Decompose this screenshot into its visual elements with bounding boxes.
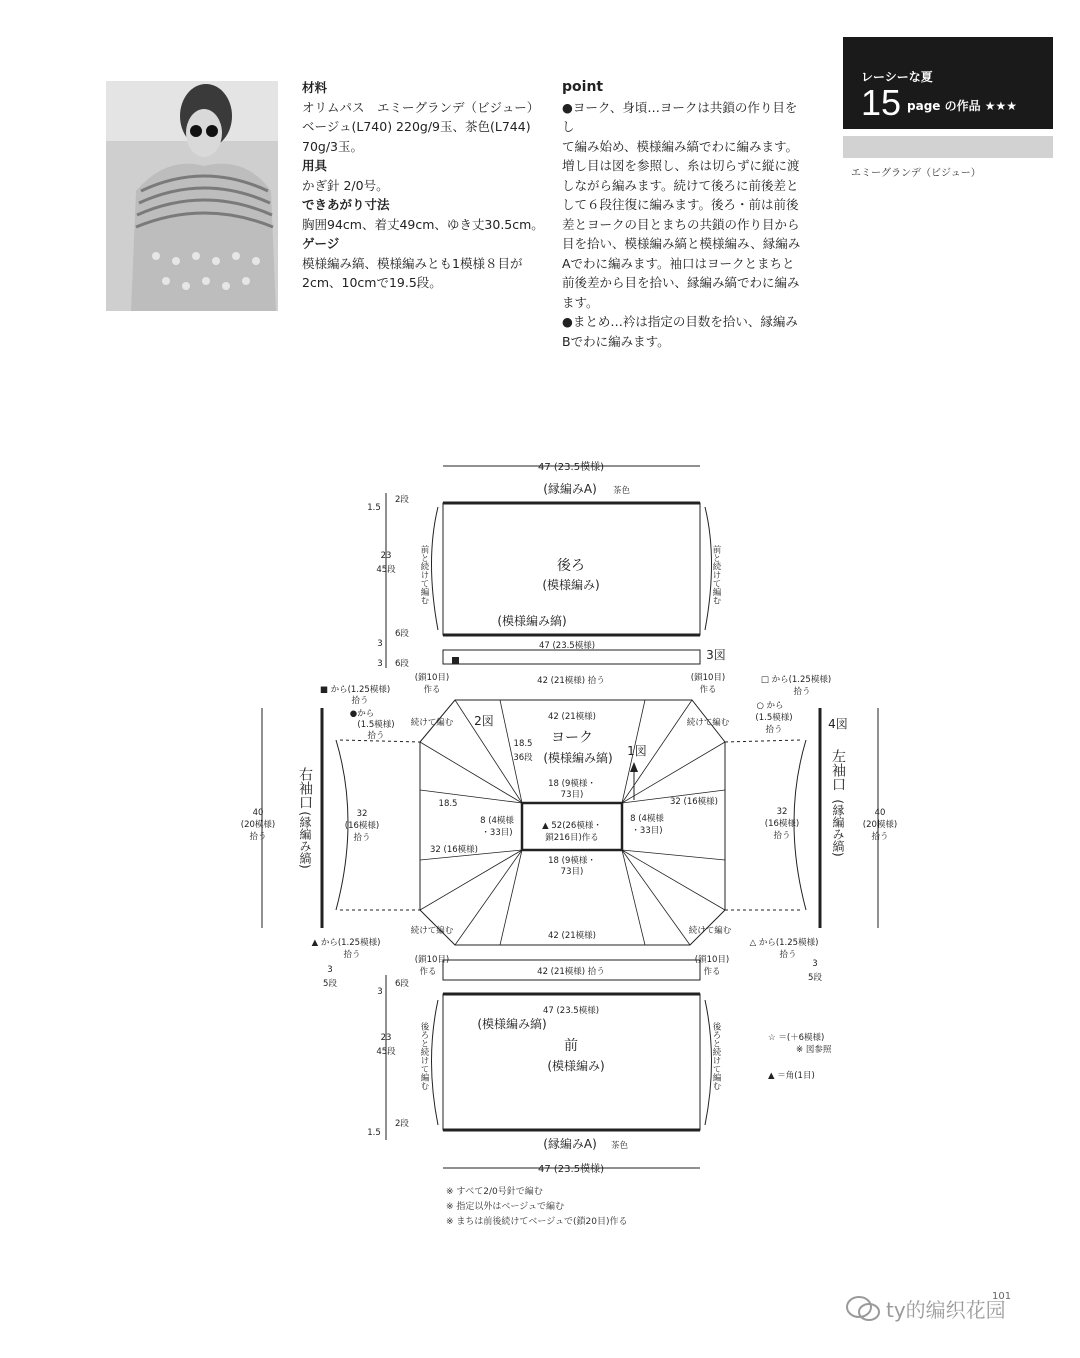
circle-pick: 拾う (765, 725, 783, 735)
left-sleeve-32b: (16模様) (764, 819, 800, 829)
front-cont-back-right: 後ろと続けて編む (711, 1022, 721, 1090)
yarn-label: エミーグランデ（ビジュー） (851, 168, 981, 179)
legend-triangle: ▲ ＝角(1目) (768, 1071, 815, 1081)
point-line: 目を拾い、模様編み縞と模様編み、縁編み (562, 236, 801, 251)
right-sleeve-32b: (16模様) (344, 821, 380, 831)
tri2-pick: 拾う (779, 950, 797, 960)
dot-from: ●から (349, 709, 375, 719)
wechat-icon (846, 1296, 880, 1322)
cont-knit-tr: 続けて編む (686, 718, 730, 728)
sq-pick: 拾う (351, 696, 369, 706)
fig4: 4図 (828, 717, 848, 731)
dim-3-left: 3 (327, 965, 333, 975)
front-edge-a: (縁編みA) (543, 1137, 597, 1151)
back-cont-front-right: 前と続けて編む (711, 545, 721, 605)
make-left: 作る (423, 685, 441, 695)
dot-pick: 拾う (367, 731, 385, 741)
front-dim-45dan: 45段 (376, 1047, 396, 1057)
gauge-line: 模様編み縞、模様編みとも1模様８目が (302, 255, 523, 271)
dim-18-5: 18.5 (513, 739, 533, 749)
dim-3-right: 3 (812, 959, 818, 969)
yoke-8-right-b: ・33目) (631, 826, 663, 836)
sq2-pick: 拾う (793, 687, 811, 697)
point-line: 増し目は図を参照し、糸は切らずに縦に渡 (562, 158, 800, 173)
chain10-right: (鎖10目) (690, 673, 726, 683)
yoke-18-top: 18 (9模様・ (548, 779, 596, 789)
point-line: しながら編みます。続けて後ろに前後差と (562, 177, 799, 193)
yoke-18-top-b: 73目) (560, 790, 584, 800)
yoke-32-left: 32 (16模様) (430, 845, 478, 855)
front-cont-back-left: 後ろと続けて編む (419, 1022, 429, 1090)
front-stripe: (模様編み縞) (477, 1017, 547, 1031)
size-heading: できあがり寸法 (302, 197, 390, 212)
fig3: 3図 (706, 648, 726, 662)
sq2-from: □ から(1.25模様) (760, 675, 832, 685)
yoke-8-left: 8 (4模様 (480, 816, 514, 826)
right-sleeve-32: 32 (356, 809, 368, 819)
dim-5dan-left: 5段 (323, 979, 337, 989)
top-width: 47 (23.5模様) (538, 462, 604, 473)
point-heading: point (562, 79, 604, 95)
front-dim-1-5: 1.5 (367, 1128, 381, 1138)
back-edge-a: (縁編みA) (543, 482, 597, 496)
center-cast-on-b: 鎖216目)作る (545, 833, 599, 843)
dim-6dan-b: 6段 (395, 659, 409, 669)
note-line: ※ すべて2/0号針で編む (446, 1187, 543, 1197)
materials-line: オリムパス エミーグランデ（ビジュー） (302, 99, 540, 115)
front-dim-23: 23 (380, 1033, 392, 1043)
page-number: 101 (992, 1291, 1012, 1302)
watermark (846, 1294, 1006, 1323)
tri-from: ▲ から(1.25模様) (311, 938, 381, 948)
tools-text: かぎ針 2/0号。 (302, 177, 389, 193)
yoke-32-right: 32 (16模様) (670, 797, 718, 807)
right-sleeve-32-pick: 拾う (353, 833, 371, 843)
yoke-18-bottom-b: 73目) (560, 867, 584, 877)
front-dim-3: 3 (377, 987, 383, 997)
back-cont-front-left: 前と続けて編む (419, 545, 429, 605)
front-dim-6dan: 6段 (395, 979, 409, 989)
dim-2dan: 2段 (395, 495, 409, 505)
tri-pick: 拾う (343, 950, 361, 960)
point-line: 差とヨークの目とまちの共鎖の作り目から (562, 216, 800, 232)
front-chain10-right: (鎖10目) (694, 955, 730, 965)
dot-15: (1.5模様) (357, 720, 395, 730)
yoke-bottom-42: 42 (21模様) (548, 931, 596, 941)
left-sleeve-32-pick: 拾う (773, 831, 791, 841)
gauge-heading: ゲージ (302, 236, 340, 251)
left-sleeve-32: 32 (776, 807, 788, 817)
yoke-sub: (模様編み縞) (543, 751, 613, 765)
point-line: ます。 (562, 294, 599, 310)
right-sleeve-40: 40 (252, 808, 264, 818)
back-title: 後ろ (557, 558, 585, 574)
tools-heading: 用具 (302, 158, 328, 173)
back-sub: (模様編み) (542, 578, 600, 592)
circle-15: (1.5模様) (755, 713, 793, 723)
tri2-from: △ から(1.25模様) (749, 938, 819, 948)
front-brown: 茶色 (611, 1141, 629, 1151)
yoke-8-left-b: ・33目) (481, 828, 513, 838)
materials-line: 70g/3玉。 (302, 138, 364, 154)
title-line: レーシーな夏 (861, 70, 933, 84)
point-line: ●ヨーク、身頃…ヨークは共鎖の作り目をし (562, 99, 798, 134)
cont-knit-tl: 続けて編む (410, 718, 454, 728)
dim-36dan: 36段 (513, 753, 533, 763)
size-text: 胸囲94cm、着丈49cm、ゆき丈30.5cm。 (302, 216, 544, 232)
point-line: Bでわに編みます。 (562, 333, 670, 349)
legend-star: ☆ ＝(＋6模様) (768, 1033, 825, 1043)
bottom-width: 47 (23.5模様) (538, 1164, 604, 1175)
dim-5dan-right: 5段 (808, 973, 822, 983)
yoke-top-42: 42 (21模様) (548, 712, 596, 722)
point-line: 前後差から目を拾い、縁編み縞でわに編み (562, 275, 800, 290)
dim-23: 23 (380, 551, 392, 561)
right-cuff-label: 右袖口 (297, 767, 313, 809)
yoke-title: ヨーク (551, 730, 593, 746)
note-line: ※ 指定以外はベージュで編む (446, 1202, 565, 1212)
front-make-left: 作る (419, 967, 437, 977)
dim-3: 3 (377, 639, 383, 649)
dim-1-5: 1.5 (367, 503, 381, 513)
front-chain10-left: (鎖10目) (414, 955, 450, 965)
right-cuff-stripe: (縁編み縞) (298, 811, 312, 869)
back-gusset (443, 650, 700, 664)
yoke-8-right: 8 (4模様 (630, 814, 664, 824)
front-title: 前 (564, 1038, 578, 1054)
legend-star-note: ※ 図参照 (796, 1045, 832, 1055)
sq-from: ■ から(1.25模様) (319, 685, 391, 695)
front-make-right: 作る (703, 967, 721, 977)
left-cuff-label: 左袖口 (830, 749, 846, 791)
dim-45dan: 45段 (376, 565, 396, 575)
cont-knit-bl: 続けて編む (410, 926, 454, 936)
front-sub: (模様編み) (547, 1059, 605, 1073)
cont-knit-br: 続けて編む (688, 926, 732, 936)
left-sleeve-pick: 拾う (871, 832, 889, 842)
fig1: 1図 (627, 744, 647, 758)
dim-6dan: 6段 (395, 629, 409, 639)
inner-width: 47 (23.5模様) (538, 641, 596, 651)
page-number-big: 15 (861, 82, 902, 123)
fig2: 2図 (474, 714, 494, 728)
dim-3b: 3 (377, 659, 383, 669)
circle-from: ○ から (756, 701, 784, 711)
right-sleeve-40b: (20模様) (240, 820, 276, 830)
left-cuff-stripe: (縁編み縞) (831, 799, 845, 857)
notes (446, 1185, 628, 1230)
back-brown: 茶色 (613, 486, 631, 496)
dim-18-5-left: 18.5 (438, 799, 458, 809)
back-pick42: 42 (21模様) 拾う (537, 676, 605, 686)
page-suffix: page の作品 ★★★ (907, 99, 1018, 113)
note-line: ※ まちは前後続けてベージュで(鎖20目)作る (446, 1217, 628, 1227)
chain10-left: (鎖10目) (414, 673, 450, 683)
gauge-line: 2cm、10cmで19.5段。 (302, 275, 442, 290)
materials-heading: 材料 (302, 80, 328, 95)
left-sleeve-40b: (20模様) (862, 820, 898, 830)
left-sleeve-40: 40 (874, 808, 886, 818)
point-line: して６段往復に編みます。後ろ・前は前後 (562, 197, 799, 212)
front-inner-width: 47 (23.5模様) (542, 1006, 600, 1016)
point-line: ●まとめ…衿は指定の目数を拾い、縁編み (562, 314, 798, 329)
front-dim-2dan: 2段 (395, 1119, 409, 1129)
yoke-18-bottom: 18 (9模様・ (548, 856, 596, 866)
make-right: 作る (699, 685, 717, 695)
materials-line: ベージュ(L740) 220g/9玉、茶色(L744) (302, 119, 531, 134)
point-line: て編み始め、模様編み縞でわに編みます。 (562, 138, 799, 154)
back-stripe: (模様編み縞) (497, 614, 567, 628)
center-cast-on: ▲ 52(26模様・ (542, 821, 602, 831)
front-pick42: 42 (21模様) 拾う (537, 967, 605, 977)
point-line: Aでわに編みます。袖口はヨークとまちと (562, 255, 795, 271)
watermark-text: ty的编织花园 (886, 1298, 1006, 1322)
right-sleeve-pick: 拾う (249, 832, 267, 842)
